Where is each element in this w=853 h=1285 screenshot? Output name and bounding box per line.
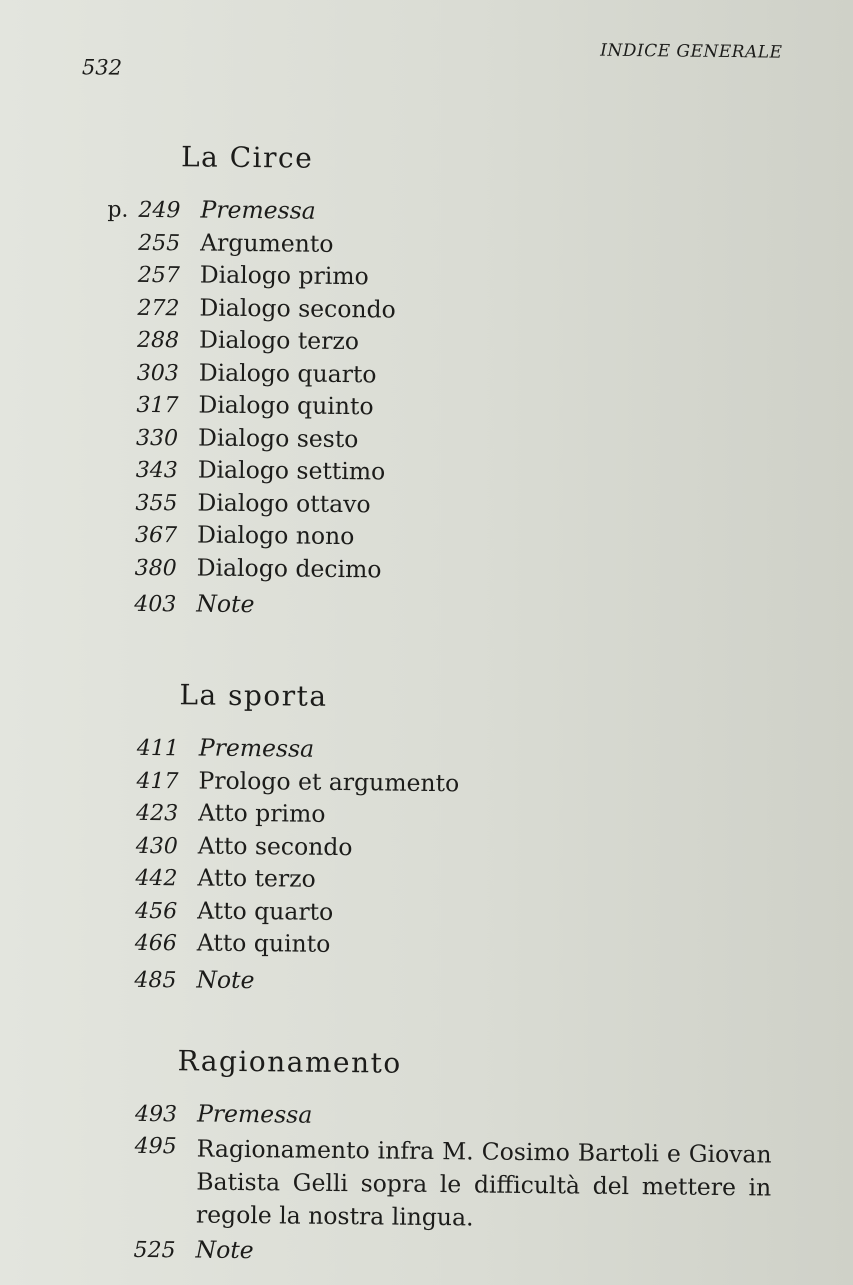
toc-entry xyxy=(78,389,395,425)
section-title: La sporta xyxy=(179,678,328,713)
entry-page: 343 xyxy=(135,457,178,484)
entry-label: Ragionamento infra M. Cosimo Bartoli e Giovan Batista Gelli sopra le difficultà del mettere in regole la nostra lingua. xyxy=(195,1134,772,1231)
entry-label: Dialogo settimo xyxy=(197,455,386,486)
entry-label: Dialogo quarto xyxy=(198,357,377,388)
entry-label: Note xyxy=(196,589,255,619)
entry-page: 330 xyxy=(135,425,179,451)
toc-entry xyxy=(79,324,396,360)
toc-entry xyxy=(78,422,395,458)
entry-label: Dialogo quinto xyxy=(198,390,374,421)
toc-entry xyxy=(79,357,396,393)
entry-label: Atto terzo xyxy=(197,863,316,893)
entry-page: 411 xyxy=(136,735,179,762)
section-la-circe xyxy=(76,139,397,624)
toc-entry xyxy=(79,732,460,768)
toc-entry xyxy=(77,487,394,523)
entry-page: 380 xyxy=(134,555,177,581)
page-number: 532 xyxy=(81,55,123,80)
entry-page: 317 xyxy=(136,392,179,419)
toc-entry xyxy=(78,765,459,801)
entry-page: 257 xyxy=(137,262,180,289)
entry-label: Atto quarto xyxy=(197,896,334,926)
section-la-sporta xyxy=(76,677,460,1000)
toc-entry xyxy=(79,292,396,328)
entry-label: Dialogo secondo xyxy=(199,292,396,324)
entry-page: 288 xyxy=(136,327,180,354)
entry-label: Premessa xyxy=(198,733,315,763)
entry-label: Dialogo decimo xyxy=(196,552,382,583)
entry-page: 430 xyxy=(135,833,178,859)
entry-label: Dialogo nono xyxy=(196,520,355,551)
toc-entry xyxy=(80,227,397,263)
section-title: La Circe xyxy=(180,140,314,175)
toc-entry xyxy=(78,454,395,490)
entry-label: Atto secondo xyxy=(197,831,353,861)
entry-page: 485 xyxy=(134,967,177,993)
toc-entry xyxy=(77,552,394,588)
toc-entry xyxy=(75,1234,770,1274)
section-title: Ragionamento xyxy=(177,1044,402,1080)
entry-label: Premessa xyxy=(196,1099,313,1129)
entry-label: Note xyxy=(195,1235,254,1264)
toc-entry xyxy=(80,259,397,295)
entry-label: Dialogo primo xyxy=(199,260,369,291)
entry-page: 403 xyxy=(134,591,177,618)
entry-page: 423 xyxy=(136,800,179,827)
entry-page: 466 xyxy=(134,930,177,957)
toc-entry xyxy=(78,830,459,866)
entry-page: 442 xyxy=(135,865,178,892)
entry-label: Atto quinto xyxy=(196,928,331,958)
entry-label: Dialogo sesto xyxy=(197,422,359,453)
toc-entry xyxy=(80,194,397,230)
entry-label: Atto primo xyxy=(198,798,326,828)
entry-label: Dialogo ottavo xyxy=(197,487,371,518)
entry-label: Dialogo terzo xyxy=(198,325,360,356)
entry-page: 493 xyxy=(134,1101,178,1128)
entry-page: 355 xyxy=(135,490,178,516)
entry-page: 272 xyxy=(137,295,180,321)
entry-label: Note xyxy=(196,965,255,994)
entry-page: p. 249 xyxy=(107,197,181,224)
toc-entry xyxy=(78,797,459,833)
entry-page: 303 xyxy=(136,360,179,386)
toc-entry xyxy=(76,964,457,1000)
entry-label: Prologo et argumento xyxy=(198,766,460,797)
entry-page: 417 xyxy=(136,768,179,794)
entry-page: 525 xyxy=(133,1237,176,1263)
toc-entry xyxy=(77,519,394,555)
entry-page: 495 xyxy=(134,1133,177,1159)
entry-page: 367 xyxy=(134,522,178,549)
toc-entry xyxy=(77,862,458,898)
toc-entry xyxy=(77,895,458,931)
entry-label: Premessa xyxy=(200,195,316,225)
section-ragionamento xyxy=(75,1043,772,1273)
toc-entry xyxy=(76,588,393,624)
toc-entry xyxy=(76,1131,772,1237)
entry-page: 255 xyxy=(138,230,181,256)
running-head: INDICE GENERALE xyxy=(600,40,783,63)
entry-label: Argumento xyxy=(200,228,334,258)
toc-entry xyxy=(77,927,458,963)
entry-page: 456 xyxy=(135,898,178,924)
